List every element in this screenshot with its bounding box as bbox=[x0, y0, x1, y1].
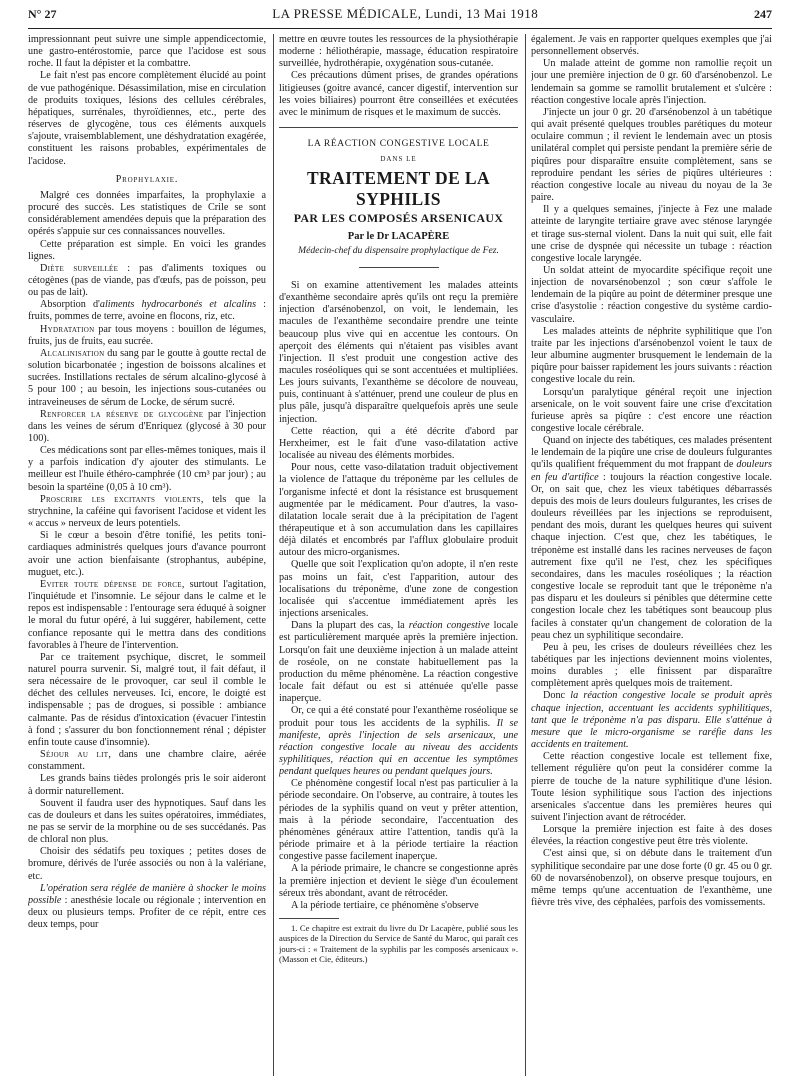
section-heading-prophylaxie: Prophylaxie. bbox=[115, 173, 179, 185]
paragraph-text: Absorption d' bbox=[40, 299, 100, 311]
paragraph: Les malades atteints de néphrite syphilitique que l'on traite par les injections d'arsénobenzol voient le taux de leur albumine augmenter brusquement le lendemain de la piqûre pour baisser rapidement les jours suivants : réaction congestive locale du rein. bbox=[531, 325, 772, 386]
paragraph-text: Quand on injecte des tabétiques, ces malades présentent le lendemain de la piqûre une crise de douleurs fulgurantes qu'ils qualifient fréquemment du mot frappant de bbox=[531, 435, 772, 471]
paragraph: Cette réaction, qui a été décrite d'abord par Herxheimer, est le fait d'une vaso-dilatation active localisée au niveau des éléments morbides. bbox=[279, 425, 518, 462]
article-title: TRAITEMENT DE LA SYPHILIS bbox=[306, 168, 491, 210]
article-kicker: LA RÉACTION CONGESTIVE LOCALE bbox=[307, 139, 490, 150]
paragraph-text: : fruits, pommes de terre, avoine en flocons, riz, etc. bbox=[28, 299, 266, 323]
paragraph bbox=[28, 299, 266, 323]
paragraph-text: , dans une chambre claire, aérée constamment. bbox=[28, 749, 266, 773]
header-rule bbox=[28, 28, 772, 29]
run-in-heading: Séjour au lit bbox=[40, 749, 109, 761]
paragraph: Ce phénomène congestif local n'est pas particulier à la période secondaire. On l'observe, au contraire, à toutes les périodes de la syphilis quand on veut y prêter attention, mais à la période secondaire, l'accentuation des phénomènes généraux attire l'attention, tandis qu'à la période primaire et à la période tertiaire la réaction congestive passe facilement inaperçue. bbox=[279, 778, 518, 863]
paragraph-text: , tels que la strychnine, la caféine qui favorisent l'acidose et vident les « accus » nerveux de leurs potentiels. bbox=[28, 493, 266, 530]
issue-number: N° 27 bbox=[28, 7, 57, 21]
paragraph-text: : pas d'aliments toxiques ou cétogènes (pas de viande, pas d'œufs, pas de poisson, peu ou pas de lait). bbox=[28, 262, 266, 299]
article-subtitle: PAR LES COMPOSÉS ARSENICAUX bbox=[293, 211, 504, 226]
journal-title: LA PRESSE MÉDICALE, Lundi, 13 Mai 1918 bbox=[272, 6, 539, 21]
paragraph: Pour nous, cette vaso-dilatation traduit objectivement la violence de l'attaque du tréponème par les cellules de l'organisme infecté et dont la résistance est brusquement augmentée par le médicament. Pour d'autres, la vaso-dilatation locale serait due à la précipitation de l'agent thérapeutique et à son accumulation dans les capillaires déjà dilatés et encombrés par l'afflux globulaire produit autour des micro-organismes. bbox=[279, 462, 518, 559]
paragraph: Il y a quelques semaines, j'injecte à Fez une malade atteinte de laryngite tertiaire grave avec sténose laryngée et tirage sus-sternal violent. Dans la nuit qui suit, elle fait une crise de dyspnée qui nécessite un tubage : réaction congestive locale laryngée. bbox=[531, 204, 772, 264]
paragraph bbox=[28, 348, 266, 409]
column-2 bbox=[279, 34, 518, 1076]
emphasis: L'opération sera réglée de manière à shocker le moins possible bbox=[28, 882, 266, 906]
paragraph-text: Donc bbox=[543, 690, 571, 702]
paragraph bbox=[279, 705, 518, 778]
paragraph: Le fait n'est pas encore complètement élucidé au point de vue pathogénique. Désassimilation, mise en circulation de produits toxiques, lésions des cellules cérébrales, hépatiques, surrénales, thyroïdiennes, etc., perte des réserves de glycogène, tous ces éléments auxquels s'ajoute, vraisemblablement, une déshydratation exagérée, constituent les raisons probables, expérimentales de l'acidose. bbox=[28, 70, 266, 167]
paragraph: Par ce traitement psychique, discret, le sommeil naturel pourra survenir. Si, malgré tout, il fait défaut, il sera nécessaire de le provoquer, car seul il comble le déchet des cellules nerveuses. Ici, encore, le doigté est indispensable ; pas de drogues, si possible : ambiance calmante. Pas de résidus d'intoxication (évacuer l'intestin à fond ; s'assurer du bon fonctionnement rénal ; dépister enfin toute cause d'insomnie). bbox=[28, 651, 266, 748]
paragraph: Souvent il faudra user des hypnotiques. Sauf dans les cas de douleurs et dans les suites opératoires, immédiates, ne pas se servir de la morphine ou de ses succédanés. Pas de chloral non plus. bbox=[28, 797, 266, 846]
paragraph-text: du sang par le goutte à goutte rectal de solution bicarbonatée ; ingestion de boissons alcalines et sucrées. Instillations rectales de sérum alcalino-glycosé à 5 pour 100 ; au besoin, les injections sous-cutanées ou intraveineuses de sérum de Locke, de sérum sucré. bbox=[28, 347, 266, 408]
paragraph bbox=[28, 409, 266, 445]
column-3 bbox=[531, 34, 772, 1076]
paragraph: Si on examine attentivement les malades atteints d'exanthème secondaire après qu'ils ont reçu la première injection d'arsénobenzol, on voit, le lendemain, les macules de l'exanthème secondaire prendre une teinte beaucoup plus vive qui en accentue les contours. On aperçoit des éléments qui n'étaient pas visibles avant l'injection. Il s'est produit une congestion active des macules roséoliques qui se sont accentuées et multipliées. Les jours suivants, l'exanthème se décolore de nouveau, puis, continuant à s'atténuer, prend une couleur de plus en plus pâle, jusqu'à disparaître quelquefois après une seule injection. bbox=[279, 279, 518, 425]
footnote: 1. Ce chapitre est extrait du livre du Dr Lacapère, publié sous les auspices de la Direction du Service de Santé du Maroc, qui paraît ces jours-ci : « Traitement de la syphilis par les composés arsenicaux ». (Masson et Cie, éditeurs.) bbox=[279, 923, 518, 965]
page-number: 247 bbox=[753, 7, 772, 21]
article-kicker-connector: DANS LE bbox=[380, 155, 417, 164]
paragraph: A la période primaire, le chancre se congestionne après la première injection et devient le siège d'un écoulement séreux très abondant, avant de rétrocéder. bbox=[279, 863, 518, 899]
article-author: Par le Dr LACAPÈRE bbox=[347, 230, 450, 242]
emphasis: réaction congestive bbox=[408, 620, 490, 632]
run-in-heading: Renforcer la réserve de glycogène bbox=[40, 408, 204, 420]
paragraph-text: par tous moyens : bouillon de légumes, fruits, jus de fruits, eau sucrée. bbox=[28, 323, 266, 347]
paragraph: Lorsque la première injection est faite à des doses élevées, la réaction congestive peut être très violente. bbox=[531, 824, 772, 848]
paragraph bbox=[28, 579, 266, 652]
column-rule-1 bbox=[273, 34, 274, 1076]
paragraph-text: par l'injection dans les veines de sérum d'Enriquez (glycosé à 30 pour 100). bbox=[28, 408, 266, 444]
paragraph-text: locale est particulièrement marquée après la première injection. Lorsqu'on fait une deuxième injection à un malade atteint de roséole, on ne constate habituellement pas la production du même phénomène. La réaction congestive locale fait défaut ou est si atténuée qu'elle passe inaperçue. bbox=[279, 620, 518, 705]
paragraph bbox=[28, 883, 266, 932]
paragraph-text: Dans la plupart des cas, la bbox=[291, 620, 409, 632]
emphasis: la réaction congestive locale se produit après chaque injection, accentuant les accidents syphilitiques, tant que le tréponème n'a pas disparu. Elle s'atténue à mesure que le micro-organisme se raréfie dans les accidents en traitement. bbox=[531, 690, 772, 751]
emphasis: douleurs en feu d'artifice bbox=[531, 459, 772, 483]
column-1 bbox=[28, 34, 266, 1076]
paragraph: Malgré ces données imparfaites, la prophylaxie a procuré des succès. Les statistiques de Crile se sont considérablement amendées depuis que la préparation des opérés s'appuie sur ces connaissances nouvelles. bbox=[28, 189, 266, 238]
paragraph: Un soldat atteint de myocardite spécifique reçoit une injection de novarsénobenzol ; son cœur s'affole le lendemain de la piqûre au point de déterminer presque une crise d'asystolie : réaction congestive du système cardio-vasculaire. bbox=[531, 264, 772, 325]
run-in-heading: Diète surveillée bbox=[40, 262, 119, 274]
paragraph: Lorsqu'un paralytique général reçoit une injection arsenicale, on le voit souvent faire une crise d'excitation furieuse après sa piqûre : c'est encore une réaction congestive locale cérébrale. bbox=[531, 386, 772, 434]
paragraph: Choisir des sédatifs peu toxiques ; petites doses de bromure, dérivés de l'urée associés ou non à la valériane, etc. bbox=[28, 846, 266, 882]
paragraph: Si le cœur a besoin d'être tonifié, les petits toni-cardiaques administrés quelques jours d'avance pourront avoir une action bienfaisante (strophantus, aubépine, muguet, etc.). bbox=[28, 530, 266, 578]
article-affiliation: Médecin-chef du dispensaire prophylactique de Fez. bbox=[298, 244, 499, 256]
paragraph: Un malade atteint de gomme non ramollie reçoit un jour une première injection de 0 gr. 60 d'arsénobenzol. Le lendemain sa gomme se ramollit brutalement et s'ulcère : réaction congestive locale après l'injection. bbox=[531, 58, 772, 106]
paragraph bbox=[531, 435, 772, 642]
paragraph: Ces précautions dûment prises, de grandes opérations litigieuses (goitre avancé, cancer digestif, intervention sur les voies biliaires) pourront être conseillées et exécutées avec le minimum de risques et le maximum de succès. bbox=[279, 70, 518, 118]
run-in-heading: Alcalinisation bbox=[40, 347, 105, 359]
paragraph: Cette réaction congestive locale est tellement fixe, tellement régulière qu'on peut la considérer comme la pierre de touche de la nature syphilitique d'une lésion. Toute lésion syphilitique sous l'action des injections arsenicales s'accentue dans les premières heures qui suivent l'injection avant de rétrocéder. bbox=[531, 751, 772, 823]
paragraph: impressionnant peut suivre une simple appendicectomie, une gastro-entérostomie, parce que l'acidose est sous roche. Il faut la dépister et la combattre. bbox=[28, 34, 266, 70]
paragraph: Cette préparation est simple. En voici les grandes lignes. bbox=[28, 238, 266, 262]
paragraph-text: : toujours la réaction congestive locale. Or, on sait que, chez les vieux tabétiques débarrassés depuis des mois de leurs douleurs fulgurantes, les crises de douleurs réveillées par les injections se reproduisent, pendant des mois, durant les quelques heures qui suivent chaque injection. C'est que, chez les tabétiques, le tréponème est installé dans les racines nerveuses de façon autrement fixe qu'il ne l'est, chez les spécifiques secondaires, dans les macules roséoliques ; la réaction congestive locale se reproduit tant que le tréponème n'a pas disparu et les douleurs si pénibles que détermine cette congestion locale chez les tabétiques sont beaucoup plus faciles à constater qu'un changement de coloration de la peau chez un syphilitique secondaire. bbox=[531, 471, 772, 641]
run-in-heading: Eviter toute dépense de force bbox=[40, 578, 182, 590]
paragraph bbox=[279, 620, 518, 705]
paragraph: Ces médications sont par elles-mêmes toniques, mais il y a parfois indication d'y ajouter des stimulants. Le meilleur est l'huile éthéro-camphrée (10 cm³ par jour) ; au besoin la spartéine (0,05 à 10 cm³). bbox=[28, 445, 266, 493]
paragraph: Peu à peu, les crises de douleurs réveillées chez les tabétiques par les injections deviennent moins violentes, moins durables ; elle finissent par disparaître complètement après quelques mois de traitement. bbox=[531, 641, 772, 690]
paragraph: mettre en œuvre toutes les ressources de la physiothérapie moderne : héliothérapie, massage, éducation respiratoire surveillée, hydrothérapie, oxygénation sous-cutanée. bbox=[279, 34, 518, 70]
paragraph: C'est ainsi que, si on débute dans le traitement d'un syphilitique secondaire par une dose forte (0 gr. 45 ou 0 gr. 60 de novarsénobenzol), on observe presque toujours, en même temps qu'une accentuation de l'exanthème, une fièvre très vive, des céphalées, parfois des vomissements. bbox=[531, 848, 772, 909]
paragraph-text: : anesthésie locale ou régionale ; intervention en deux ou plusieurs temps. Profiter de ce répit, entre ces deux temps, pour bbox=[28, 894, 266, 931]
emphasis: Il se manifeste, après l'injection de sels arsenicaux, une réaction congestive locale au niveau des accidents syphilitiques, réaction qui en accentue les symptômes pendant quelques heures ou pendant quelques jours. bbox=[279, 717, 518, 778]
paragraph-text: Or, ce qui a été constaté pour l'exanthème roséolique se produit pour tous les accidents de la syphilis. bbox=[279, 705, 518, 729]
paragraph: J'injecte un jour 0 gr. 20 d'arsénobenzol à un tabétique qui avait présenté quelques troubles parétiques du moteur oculaire commun ; il revient le lendemain avec un ptosis unilatéral complet qui persiste pendant la première série de piqûres pour disparaître ensuite complètement, sans se reproduire pendant les séries de piqûres ultérieures : réaction congestive locale au niveau du noyau de la 3e paire. bbox=[531, 106, 772, 204]
paragraph bbox=[28, 263, 266, 299]
paragraph bbox=[531, 690, 772, 751]
paragraph bbox=[28, 749, 266, 773]
paragraph: Quelle que soit l'explication qu'on adopte, il n'en reste pas moins un fait, c'est l'apparition, autour des localisations du tréponème, d'une zone de congestion localisée qui s'accentue immédiatement après les injections arsenicales. bbox=[279, 559, 518, 620]
emphasis: aliments hydrocarbonés et alcalins bbox=[99, 299, 257, 311]
paragraph: Les grands bains tièdes prolongés pris le soir aideront à dormir naturellement. bbox=[28, 773, 266, 797]
footnote-rule bbox=[279, 918, 339, 919]
paragraph bbox=[28, 324, 266, 348]
paragraph bbox=[28, 494, 266, 530]
article-rule bbox=[359, 267, 439, 268]
paragraph-text: , surtout l'agitation, l'inquiétude et l'insomnie. Le séjour dans le calme et le repos est indispensable : l'entourage sera éduqué à soigner le moral du futur opéré, à lui suggérer, habilement, cette confiance reposante qui le mettra dans des conditions favorables à l'heure de l'intervention. bbox=[28, 578, 266, 651]
article-heading bbox=[279, 127, 518, 274]
column-rule-2 bbox=[525, 34, 526, 1076]
run-in-heading: Hydratation bbox=[40, 323, 95, 335]
paragraph: A la période tertiaire, ce phénomène s'observe bbox=[291, 899, 479, 911]
run-in-heading: Proscrire les excitants violents bbox=[40, 493, 201, 505]
page-header bbox=[28, 6, 772, 28]
paragraph: également. Je vais en rapporter quelques exemples que j'ai personnellement observés. bbox=[531, 34, 772, 58]
